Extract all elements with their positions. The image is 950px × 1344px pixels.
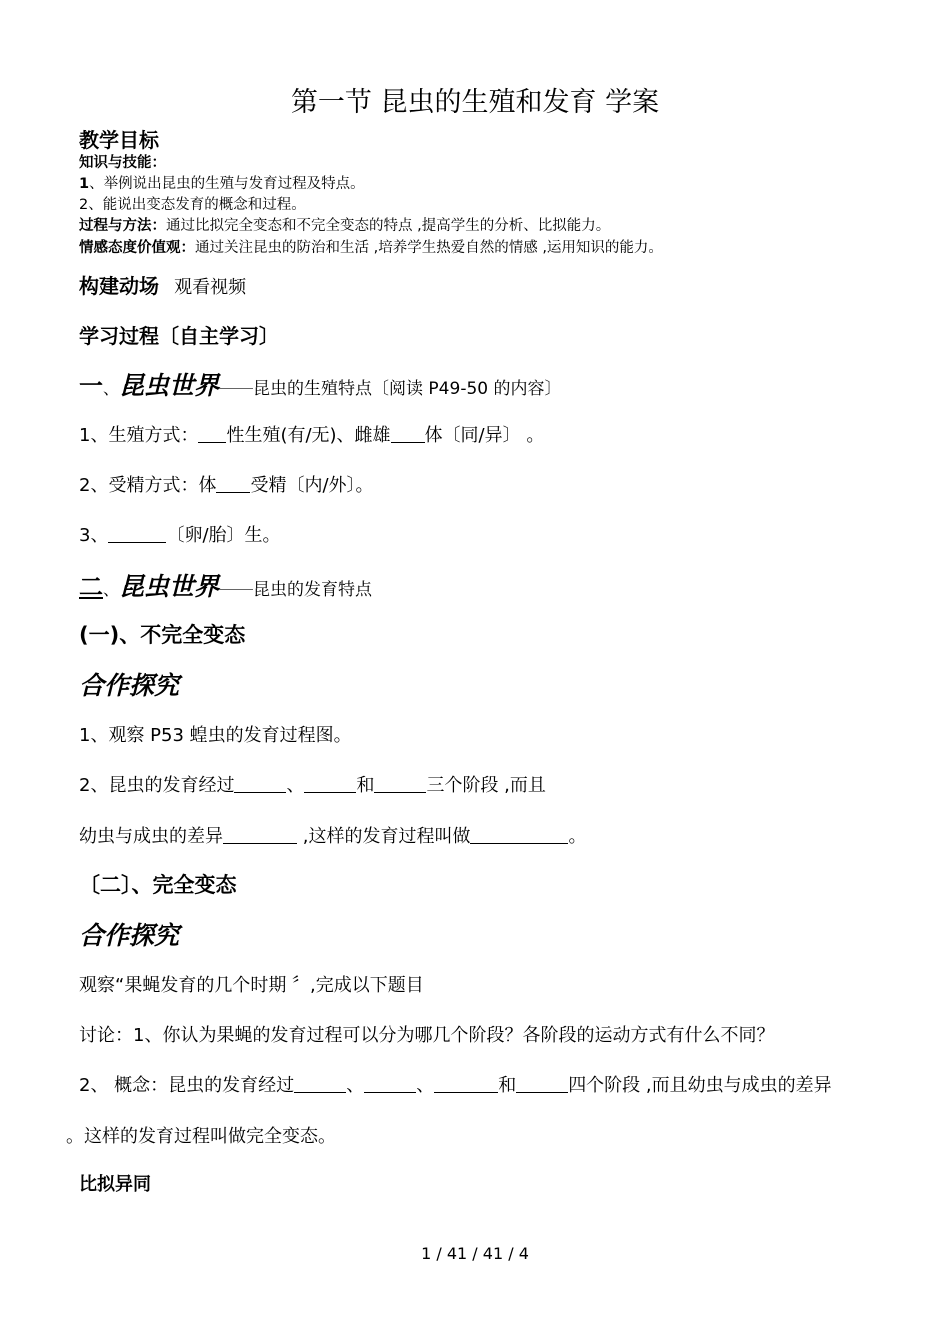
s2-q2 <box>79 1071 832 1097</box>
intro-line <box>79 270 246 299</box>
section1-num: 一 <box>79 372 103 400</box>
blank[interactable] <box>223 825 297 844</box>
section2-sep: 、 <box>103 580 120 599</box>
blank[interactable] <box>516 1074 568 1093</box>
intro-text: 观看视频 <box>174 277 247 298</box>
section1-sep: 、 <box>103 379 120 398</box>
s2-q2-b: 、 <box>346 1075 365 1096</box>
process-method <box>79 214 610 235</box>
s2-q2-e: 四个阶段 ,而且幼虫与成虫的差异 <box>568 1075 832 1096</box>
section1-heading <box>79 366 562 402</box>
section2-heading <box>79 567 372 603</box>
s1-q2-c: 和 <box>356 775 375 796</box>
sub2-heading: 〔二〕、完全变态 <box>79 873 237 897</box>
process-heading: 学习过程〔自主学习〕 <box>79 324 279 348</box>
section1-title: 昆虫世界 <box>119 371 220 400</box>
section1-q3 <box>79 521 281 547</box>
s1-q2-a: 2、昆虫的发育经过 <box>79 775 235 796</box>
section1-q2-b: 受精〔内/外〕。 <box>250 475 374 496</box>
blank[interactable] <box>294 1074 346 1093</box>
blank[interactable] <box>216 474 250 493</box>
emotion-label: 情感态度价值观： <box>79 240 195 256</box>
coop1-heading: 合作探究 <box>79 671 180 700</box>
blank[interactable] <box>391 424 425 443</box>
section1-q3-a: 3、 <box>79 525 109 546</box>
blank[interactable] <box>234 774 286 793</box>
section2-num: 二 <box>79 573 103 601</box>
intro-heading: 构建动场 <box>79 274 159 298</box>
section1-dash <box>219 388 253 389</box>
emotion-values <box>79 236 663 257</box>
knowledge-item-1-text: 、举例说出昆虫的生殖与发育过程及特点。 <box>89 176 365 192</box>
s1-q2-b: 、 <box>286 775 305 796</box>
s1-q3 <box>79 822 586 848</box>
knowledge-item-1-num: 1 <box>79 176 90 192</box>
section1-q2-a: 2、受精方式：体 <box>79 475 217 496</box>
s2-q2-end: 。这样的发育过程叫做完全变态。 <box>66 1126 336 1147</box>
s1-q2 <box>79 771 546 797</box>
s2-observe: 观察“果蝇发育的几个时期 〞,完成以下题目 <box>79 975 424 996</box>
blank[interactable] <box>470 825 568 844</box>
section1-subtitle: 昆虫的生殖特点〔阅读 P49-50 的内容〕 <box>253 379 562 399</box>
knowledge-item-2: 2、能说出变态发育的概念和过程。 <box>79 197 306 213</box>
blank[interactable] <box>374 774 426 793</box>
s1-q2-d: 三个阶段 ,而且 <box>426 775 546 796</box>
section2-subtitle: 昆虫的发育特点 <box>253 580 373 600</box>
s2-q2-d: 和 <box>498 1075 517 1096</box>
s1-q3-b: ,这样的发育过程叫做 <box>297 826 471 847</box>
blank[interactable] <box>364 1074 416 1093</box>
blank[interactable] <box>304 774 356 793</box>
knowledge-label: 知识与技能： <box>79 155 166 171</box>
section1-q3-b: 〔卵/胎〕生。 <box>166 525 281 546</box>
section1-q1-b: 性生殖(有/无)、雌雄 <box>226 425 391 446</box>
process-label: 过程与方法： <box>79 218 166 234</box>
blank[interactable] <box>198 424 226 443</box>
s1-q1: 1、观察 P53 蝗虫的发育过程图。 <box>79 725 352 746</box>
s1-q3-c: 。 <box>568 826 587 847</box>
knowledge-item-1 <box>79 172 365 193</box>
section2-title: 昆虫世界 <box>119 572 220 601</box>
coop2-heading: 合作探究 <box>79 921 180 950</box>
section1-q1 <box>79 421 544 447</box>
compare-heading: 比拟异同 <box>79 1174 151 1195</box>
emotion-text: 通过关注昆虫的防治和生活 ,培养学生热爱自然的情感 ,运用知识的能力。 <box>195 240 663 256</box>
section1-q1-a: 1、生殖方式： <box>79 425 199 446</box>
s2-q2-c: 、 <box>416 1075 435 1096</box>
s2-discuss: 讨论：1、你认为果蝇的发育过程可以分为哪几个阶段？各阶段的运动方式有什么不同？ <box>79 1025 775 1046</box>
s1-q3-a: 幼虫与成虫的差异 <box>79 826 223 847</box>
page-title: 第一节 昆虫的生殖和发育 学案 <box>290 87 660 118</box>
objectives-heading: 教学目标 <box>79 128 159 152</box>
page-number: 1 / 41 / 41 / 4 <box>421 1244 529 1263</box>
section1-q2 <box>79 471 374 497</box>
process-text: 通过比拟完全变态和不完全变态的特点 ,提高学生的分析、比拟能力。 <box>166 218 611 234</box>
section1-q1-c: 体〔同/异〕 。 <box>424 425 545 446</box>
blank[interactable] <box>108 524 166 543</box>
blank[interactable] <box>434 1074 498 1093</box>
section2-dash <box>219 589 253 590</box>
sub1-heading: (一)、不完全变态 <box>79 623 246 647</box>
s2-q2-a: 2、 概念：昆虫的发育经过 <box>79 1075 295 1096</box>
